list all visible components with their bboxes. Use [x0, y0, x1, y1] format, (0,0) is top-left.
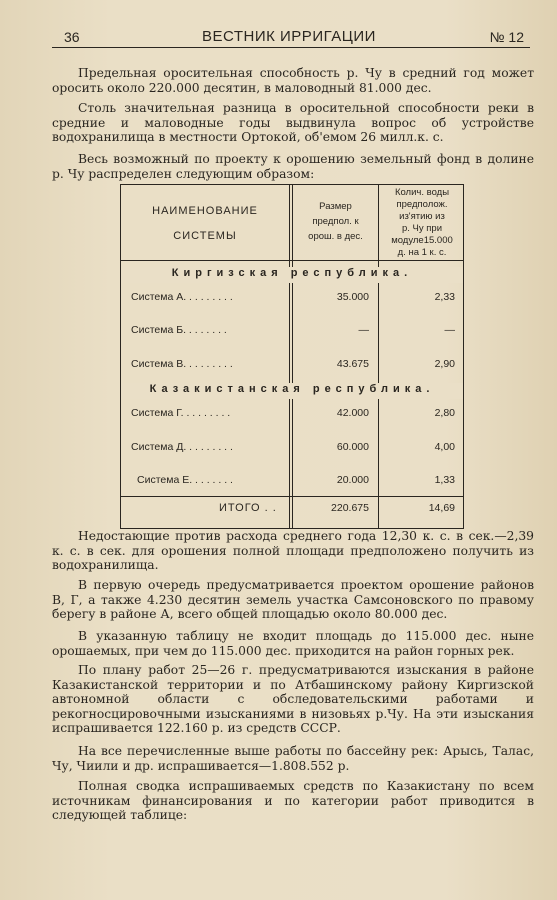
table-row-name: Система Б. . . . . . . .	[131, 324, 227, 336]
table-row-name: Система Е. . . . . . . .	[137, 474, 233, 486]
table-row-water: 4,00	[434, 441, 455, 453]
table-row-size: 35.000	[336, 291, 369, 303]
total-water: 14,69	[428, 502, 455, 514]
table-row-name: Система В. . . . . . . . .	[131, 358, 233, 370]
paragraph-7: По плану работ 25—26 г. предусматриваются изыскания в районе Казакистанской территории и по Атбашинскому району Киргизской автономной области с обследовательскими работами и рекогносцировочными изысканиями в низовьях р.Чу. На эти изыскания испрашивается 122.160 р. из средств СССР.	[52, 663, 534, 735]
total-label: ИТОГО . .	[219, 502, 277, 514]
table-row-name: Система Г. . . . . . . . .	[131, 407, 231, 419]
table-row-size: 20.000	[336, 474, 369, 486]
paragraph-2: Столь значительная разница в оросительной способности реки в средние и маловодные годы выдвинула вопрос об устройстве водохранилища в местности Ортокой, об'емом 26 милл.к. с.	[52, 101, 534, 144]
table-row-size: 43.675	[336, 358, 369, 370]
table-row-name: Система Д. . . . . . . . .	[131, 441, 233, 453]
journal-title: ВЕСТНИК ИРРИГАЦИИ	[202, 28, 376, 45]
paragraph-6: В указанную таблицу не входит площадь до 115.000 дес. ныне орошаемых, при чем до 115.000 дес. приходится на район горных рек.	[52, 629, 534, 658]
header-size: Размер предпол. к орош. в дес.	[308, 201, 363, 242]
paragraph-5: В первую очередь предусматривается проектом орошение районов В, Г, а также 4.230 десятин земель участка Самсоновского по правому берегу в районе А, всего общей площадью около 80.000 дес.	[52, 578, 534, 621]
table-row-size: 42.000	[336, 407, 369, 419]
table-row-water: 2,90	[434, 358, 455, 370]
section-kazakh: Казакистанская республика.	[121, 383, 463, 399]
issue-number: № 12	[489, 29, 524, 45]
header-name-line2: СИСТЕМЫ	[173, 230, 237, 242]
table-row-size: 60.000	[336, 441, 369, 453]
page-header	[52, 27, 530, 48]
header-name-line1: НАИМЕНОВАНИЕ	[152, 205, 258, 217]
paragraph-4: Недостающие против расхода среднего года 12,30 к. с. в сек.—2,39 к. с. в сек. для орошения полной площади предположено получить из водохранилища.	[52, 529, 534, 572]
paragraph-8: На все перечисленные выше работы по бассейну рек: Арысь, Талас, Чу, Чиили и др. испрашивается—1.808.552 р.	[52, 744, 534, 773]
table-row-water: 2,33	[434, 291, 455, 303]
section-kyrgyz: Киргизская республика.	[121, 267, 463, 283]
page-number: 36	[64, 29, 80, 45]
total-size: 220.675	[331, 502, 369, 514]
table-row-name: Система А. . . . . . . . .	[131, 291, 233, 303]
table-row-size: —	[358, 324, 369, 336]
paragraph-1: Предельная оросительная способность р. Чу в средний год может оросить около 220.000 десятин, в маловодный 81.000 дес.	[52, 66, 534, 95]
table-row-water: —	[444, 324, 455, 336]
table-row-water: 2,80	[434, 407, 455, 419]
table-row-water: 1,33	[434, 474, 455, 486]
irrigation-table	[120, 184, 464, 529]
paragraph-3: Весь возможный по проекту к орошению земельный фонд в долине р. Чу распределен следующим образом:	[52, 152, 534, 181]
paragraph-9: Полная сводка испрашиваемых средств по Казакистану по всем источникам финансирования и по категории работ приводится в следующей таблице:	[52, 779, 534, 822]
header-name	[121, 199, 289, 249]
header-water: Колич. воды предполож. из'ятию из р. Чу при модуле15.000 д. на 1 к. с.	[391, 187, 453, 258]
